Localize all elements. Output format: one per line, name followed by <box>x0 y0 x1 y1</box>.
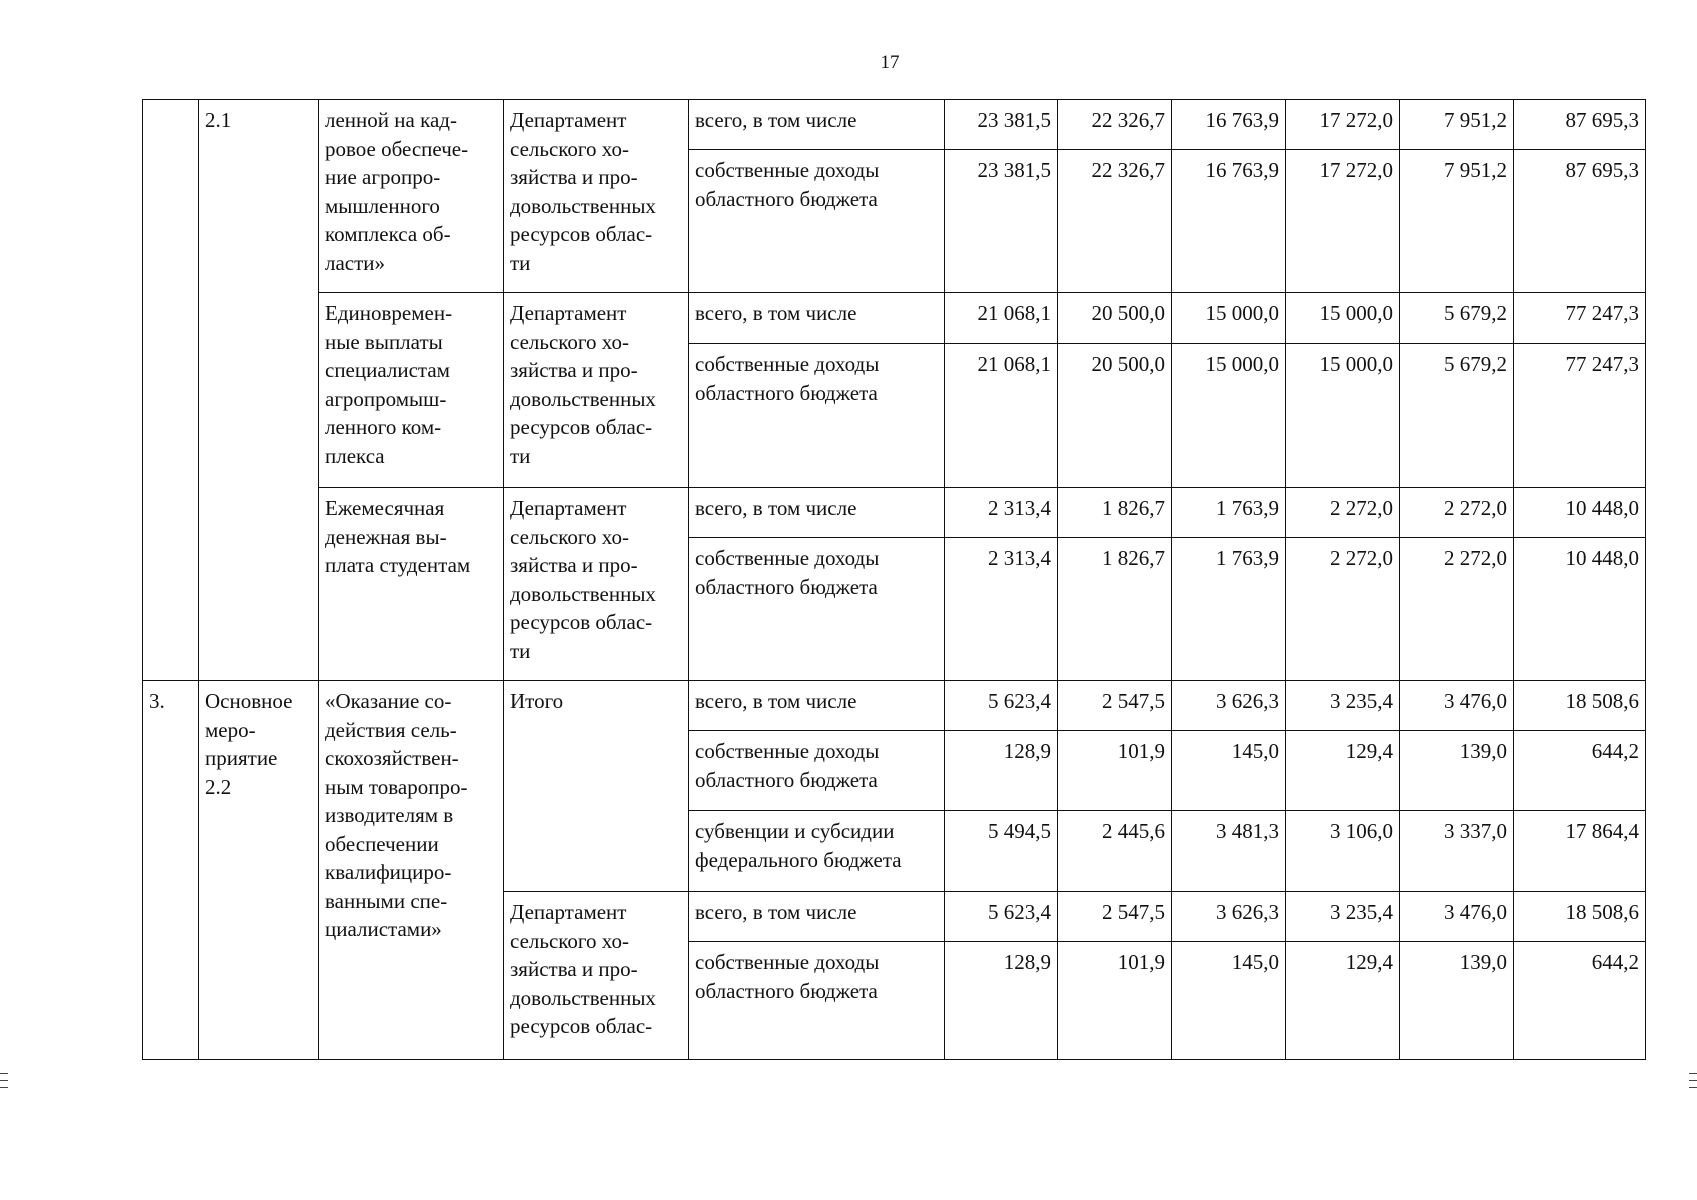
value-cell: 17 272,0 <box>1286 100 1400 150</box>
executor-cell: Департамент сельского хо- зяйства и про- довольственных ресурсов облас- ти <box>504 488 689 681</box>
value-cell: 5 679,2 <box>1400 293 1514 344</box>
scan-edge-mark <box>1689 1080 1697 1081</box>
total-value-cell: 10 448,0 <box>1514 488 1646 538</box>
total-value-cell: 77 247,3 <box>1514 344 1646 488</box>
value-cell: 16 763,9 <box>1172 150 1286 293</box>
value-cell: 21 068,1 <box>945 293 1058 344</box>
value-cell: 129,4 <box>1286 942 1400 1060</box>
executor-cell: Департамент сельского хо- зяйства и про- довольственных ресурсов облас- ти <box>504 293 689 488</box>
funding-source-cell: субвенции и субсидии федерального бюджета <box>689 811 945 892</box>
value-cell: 22 326,7 <box>1058 100 1172 150</box>
total-value-cell: 77 247,3 <box>1514 293 1646 344</box>
value-cell: 2 313,4 <box>945 538 1058 681</box>
value-cell: 101,9 <box>1058 942 1172 1060</box>
total-value-cell: 644,2 <box>1514 731 1646 811</box>
value-cell: 17 272,0 <box>1286 150 1400 293</box>
value-cell: 15 000,0 <box>1172 344 1286 488</box>
value-cell: 2 547,5 <box>1058 681 1172 731</box>
funding-source-cell: собственные доходы областного бюджета <box>689 731 945 811</box>
value-cell: 5 679,2 <box>1400 344 1514 488</box>
value-cell: 23 381,5 <box>945 150 1058 293</box>
measure-name-cell: Единовремен- ные выплаты специалистам агропромыш- ленного ком- плекса <box>319 293 504 488</box>
scan-edge-mark <box>0 1080 8 1081</box>
funding-source-cell: собственные доходы областного бюджета <box>689 344 945 488</box>
value-cell: 22 326,7 <box>1058 150 1172 293</box>
value-cell: 5 623,4 <box>945 892 1058 942</box>
value-cell: 16 763,9 <box>1172 100 1286 150</box>
funding-source-cell: собственные доходы областного бюджета <box>689 942 945 1060</box>
scan-edge-mark <box>1689 1087 1697 1088</box>
value-cell: 7 951,2 <box>1400 100 1514 150</box>
value-cell: 15 000,0 <box>1286 293 1400 344</box>
value-cell: 3 626,3 <box>1172 892 1286 942</box>
value-cell: 5 494,5 <box>945 811 1058 892</box>
measure-code-cell: Основное меро- приятие 2.2 <box>199 681 319 1060</box>
funding-source-cell: всего, в том числе <box>689 293 945 344</box>
value-cell: 2 272,0 <box>1286 488 1400 538</box>
budget-table <box>142 99 1646 1060</box>
measure-name-cell: «Оказание со- действия сель- скохозяйствен- ным товаропро- изводителям в обеспечении квалифициро- ванными спе- циалистами» <box>319 681 504 1060</box>
value-cell: 1 826,7 <box>1058 488 1172 538</box>
total-value-cell: 17 864,4 <box>1514 811 1646 892</box>
total-value-cell: 644,2 <box>1514 942 1646 1060</box>
value-cell: 1 763,9 <box>1172 488 1286 538</box>
measure-name-cell: Ежемесячная денежная вы- плата студентам <box>319 488 504 681</box>
value-cell: 101,9 <box>1058 731 1172 811</box>
value-cell: 3 481,3 <box>1172 811 1286 892</box>
executor-cell: Департамент сельского хо- зяйства и про- довольственных ресурсов облас- ти <box>504 100 689 293</box>
scan-edge-mark <box>1689 1073 1697 1074</box>
executor-cell: Итого <box>504 681 689 892</box>
scan-edge-mark <box>0 1087 8 1088</box>
row-number-cell: 3. <box>143 681 199 1060</box>
total-value-cell: 87 695,3 <box>1514 100 1646 150</box>
value-cell: 128,9 <box>945 942 1058 1060</box>
total-value-cell: 18 508,6 <box>1514 681 1646 731</box>
value-cell: 7 951,2 <box>1400 150 1514 293</box>
value-cell: 15 000,0 <box>1172 293 1286 344</box>
value-cell: 3 235,4 <box>1286 892 1400 942</box>
total-value-cell: 87 695,3 <box>1514 150 1646 293</box>
value-cell: 145,0 <box>1172 942 1286 1060</box>
value-cell: 15 000,0 <box>1286 344 1400 488</box>
value-cell: 2 313,4 <box>945 488 1058 538</box>
value-cell: 139,0 <box>1400 942 1514 1060</box>
value-cell: 139,0 <box>1400 731 1514 811</box>
value-cell: 128,9 <box>945 731 1058 811</box>
funding-source-cell: всего, в том числе <box>689 100 945 150</box>
value-cell: 2 445,6 <box>1058 811 1172 892</box>
value-cell: 1 826,7 <box>1058 538 1172 681</box>
value-cell: 2 547,5 <box>1058 892 1172 942</box>
funding-source-cell: всего, в том числе <box>689 892 945 942</box>
value-cell: 21 068,1 <box>945 344 1058 488</box>
value-cell: 3 476,0 <box>1400 681 1514 731</box>
value-cell: 20 500,0 <box>1058 344 1172 488</box>
value-cell: 3 337,0 <box>1400 811 1514 892</box>
total-value-cell: 18 508,6 <box>1514 892 1646 942</box>
funding-source-cell: собственные доходы областного бюджета <box>689 538 945 681</box>
value-cell: 2 272,0 <box>1286 538 1400 681</box>
value-cell: 2 272,0 <box>1400 538 1514 681</box>
value-cell: 3 626,3 <box>1172 681 1286 731</box>
value-cell: 23 381,5 <box>945 100 1058 150</box>
value-cell: 3 476,0 <box>1400 892 1514 942</box>
funding-source-cell: собственные доходы областного бюджета <box>689 150 945 293</box>
value-cell: 3 235,4 <box>1286 681 1400 731</box>
value-cell: 2 272,0 <box>1400 488 1514 538</box>
executor-cell: Департамент сельского хо- зяйства и про- довольственных ресурсов облас- <box>504 892 689 1060</box>
scan-edge-mark <box>0 1073 8 1074</box>
funding-source-cell: всего, в том числе <box>689 488 945 538</box>
value-cell: 145,0 <box>1172 731 1286 811</box>
value-cell: 20 500,0 <box>1058 293 1172 344</box>
measure-code-cell: 2.1 <box>199 100 319 681</box>
measure-name-cell: ленной на кад- ровое обеспече- ние агропро- мышленного комплекса об- ласти» <box>319 100 504 293</box>
value-cell: 129,4 <box>1286 731 1400 811</box>
value-cell: 1 763,9 <box>1172 538 1286 681</box>
total-value-cell: 10 448,0 <box>1514 538 1646 681</box>
funding-source-cell: всего, в том числе <box>689 681 945 731</box>
value-cell: 3 106,0 <box>1286 811 1400 892</box>
page-number: 17 <box>880 52 900 73</box>
value-cell: 5 623,4 <box>945 681 1058 731</box>
row-number-cell <box>143 100 199 681</box>
